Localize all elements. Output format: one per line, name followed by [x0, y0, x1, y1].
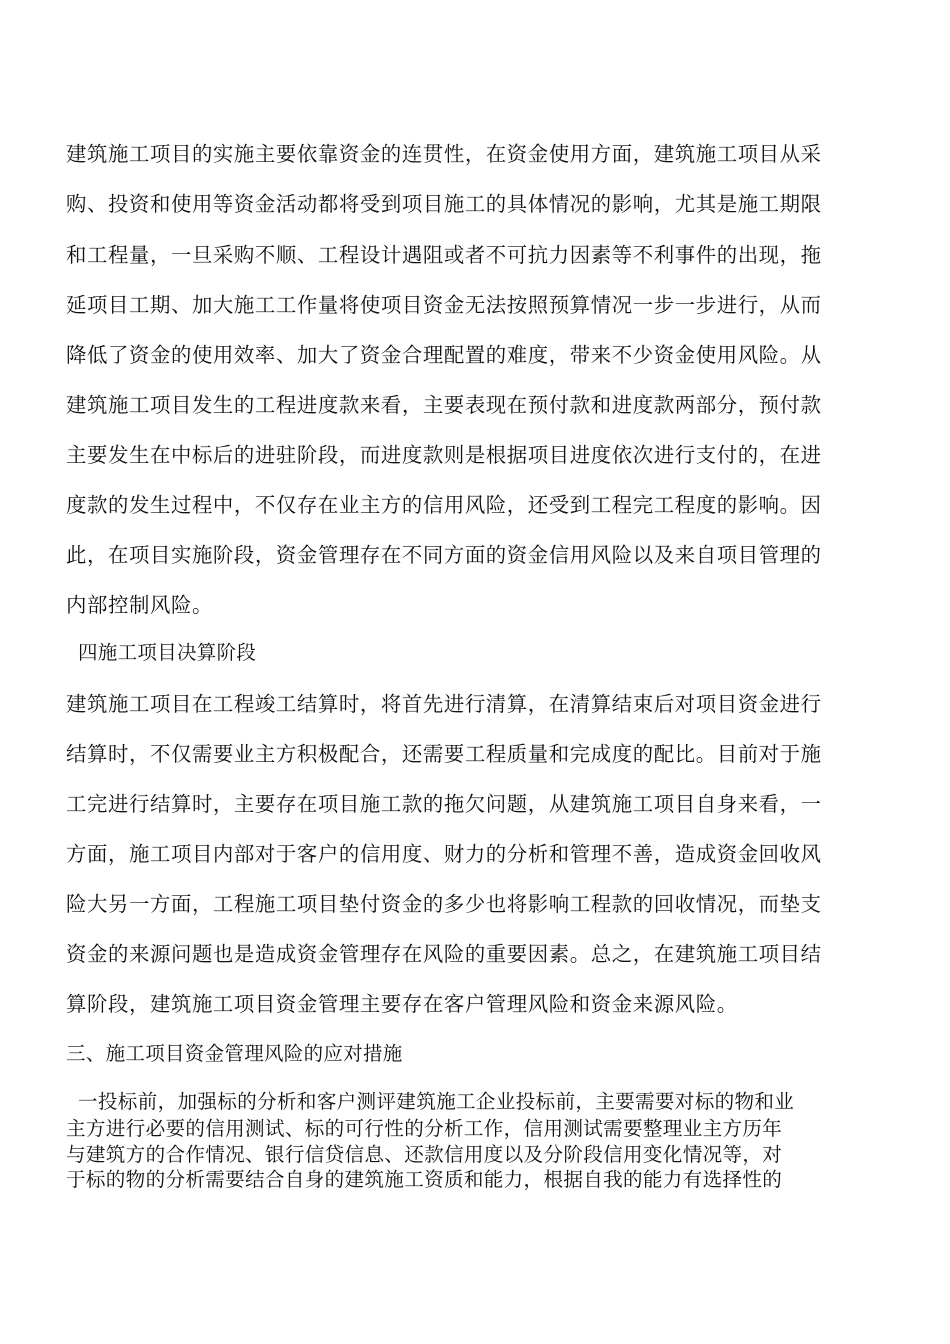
paragraph-line: 降低了资金的使用效率、加大了资金合理配置的难度，带来不少资金使用风险。从: [66, 343, 822, 367]
paragraph-line: 建筑施工项目的实施主要依靠资金的连贯性，在资金使用方面，建筑施工项目从采: [66, 142, 822, 166]
paragraph-line: 资金的来源问题也是造成资金管理存在风险的重要因素。总之，在建筑施工项目结: [66, 942, 822, 966]
paragraph-line: 建筑施工项目在工程竣工结算时，将首先进行清算，在清算结束后对项目资金进行: [66, 692, 822, 716]
paragraph-line: 建筑施工项目发生的工程进度款来看，主要表现在预付款和进度款两部分，预付款: [66, 393, 822, 417]
paragraph-line: 购、投资和使用等资金活动都将受到项目施工的具体情况的影响，尤其是施工期限: [66, 192, 822, 216]
paragraph-line: 延项目工期、加大施工工作量将使项目资金无法按照预算情况一步一步进行，从而: [66, 293, 822, 317]
paragraph-line: 方面，施工项目内部对于客户的信用度、财力的分析和管理不善，造成资金回收风: [66, 842, 822, 866]
paragraph-line: 险大另一方面，工程施工项目垫付资金的多少也将影响工程款的回收情况，而垫支: [66, 892, 822, 916]
paragraph-line: 此，在项目实施阶段，资金管理存在不同方面的资金信用风险以及来自项目管理的: [66, 543, 822, 567]
paragraph-line: 工完进行结算时，主要存在项目施工款的拖欠问题，从建筑施工项目自身来看，一: [66, 792, 822, 816]
paragraph-line: 与建筑方的合作情况、银行信贷信息、还款信用度以及分阶段信用变化情况等，对: [66, 1143, 783, 1166]
paragraph-line: 度款的发生过程中，不仅存在业主方的信用风险，还受到工程完工程度的影响。因: [66, 493, 822, 517]
section-heading: 四施工项目决算阶段: [78, 641, 257, 664]
paragraph-line: 和工程量，一旦采购不顺、工程设计遇阻或者不可抗力因素等不利事件的出现，拖: [66, 243, 822, 267]
paragraph-line: 于标的物的分析需要结合自身的建筑施工资质和能力，根据自我的能力有选择性的: [66, 1168, 783, 1191]
paragraph-line: 内部控制风险。: [66, 593, 213, 617]
paragraph-line: 主方进行必要的信用测试、标的可行性的分析工作，信用测试需要整理业主方历年: [66, 1117, 783, 1140]
section-heading: 三、施工项目资金管理风险的应对措施: [66, 1042, 403, 1065]
paragraph-line: 一投标前，加强标的分析和客户测评建筑施工企业投标前，主要需要对标的物和业: [78, 1090, 795, 1113]
paragraph-line: 算阶段，建筑施工项目资金管理主要存在客户管理风险和资金来源风险。: [66, 992, 738, 1016]
paragraph-line: 结算时，不仅需要业主方积极配合，还需要工程质量和完成度的配比。目前对于施: [66, 742, 822, 766]
paragraph-line: 主要发生在中标后的进驻阶段，而进度款则是根据项目进度依次进行支付的，在进: [66, 443, 822, 467]
